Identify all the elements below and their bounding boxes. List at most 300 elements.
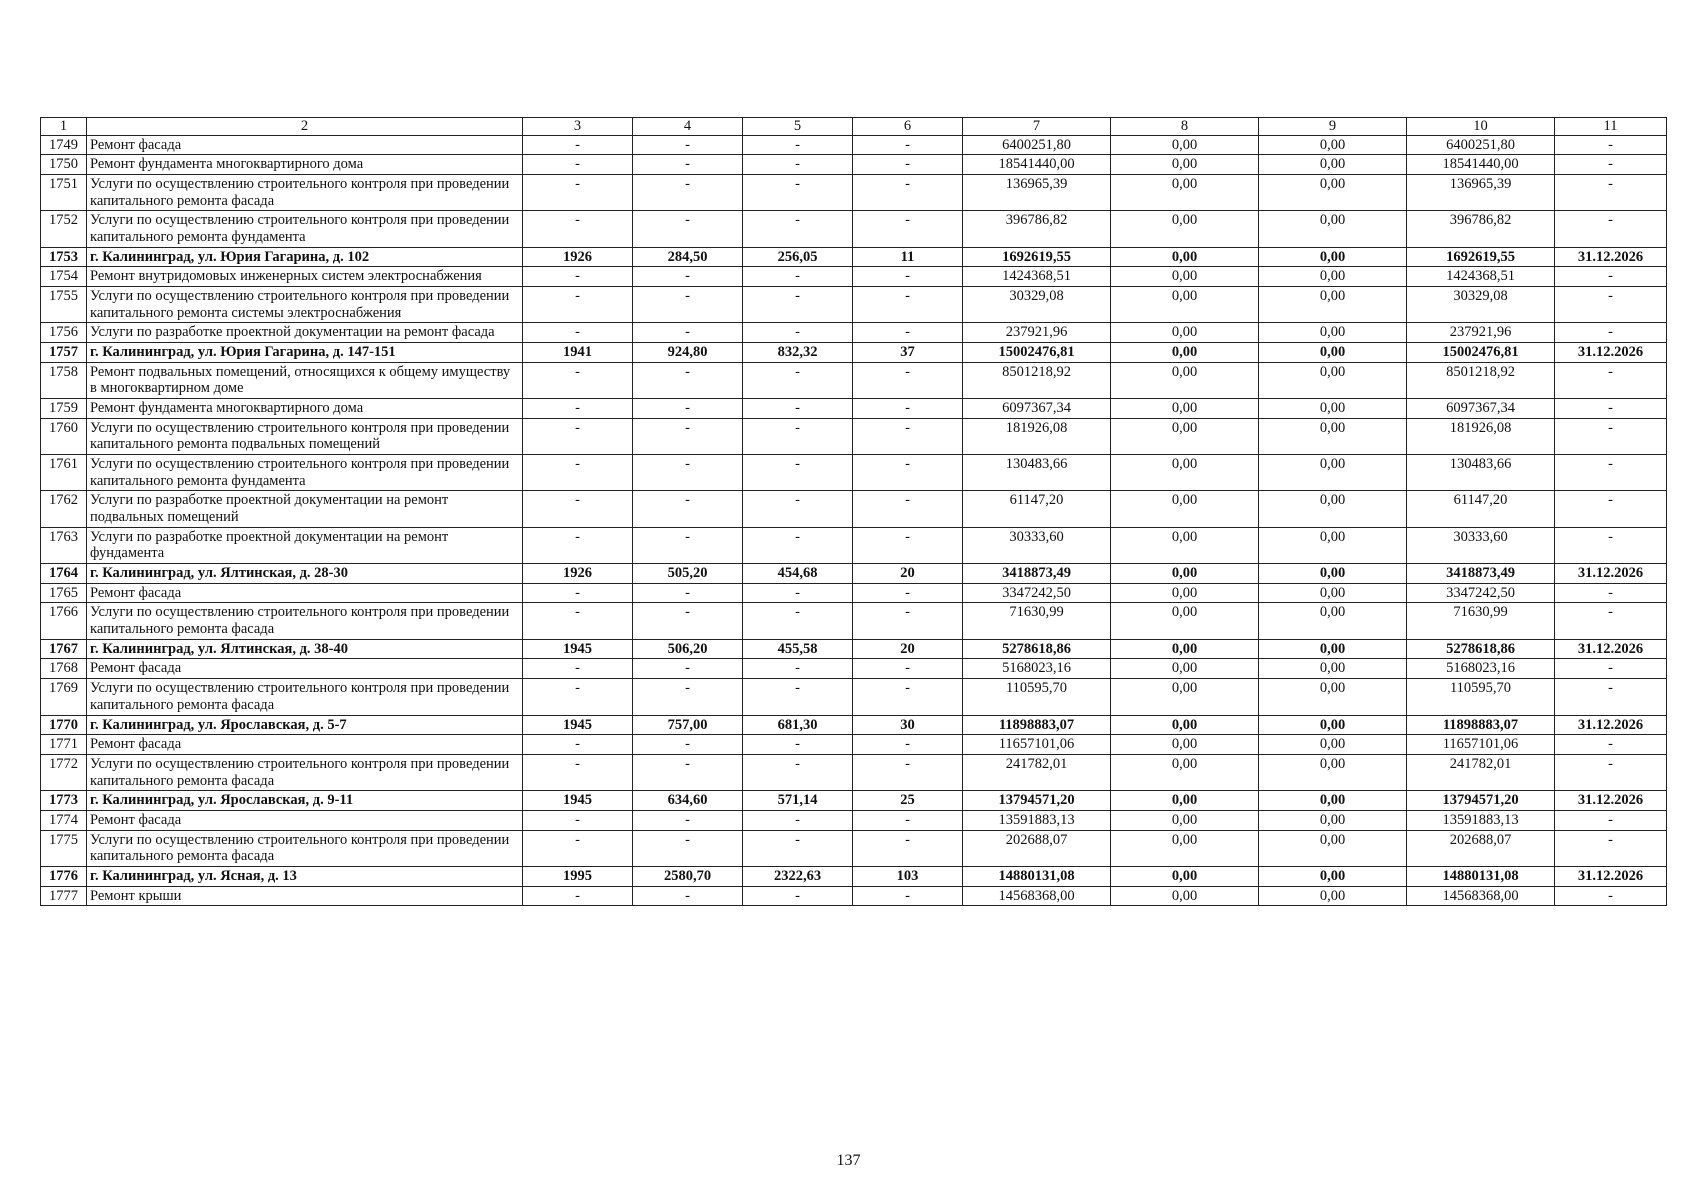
row-deadline: - bbox=[1555, 886, 1667, 906]
row-cost-col9: 0,00 bbox=[1259, 491, 1407, 527]
row-number: 1770 bbox=[41, 715, 87, 735]
table-row bbox=[41, 287, 1667, 323]
row-name: Ремонт подвальных помещений, относящихся к общему имуществу в многоквартирном доме bbox=[87, 362, 523, 398]
row-cost-total: 202688,07 bbox=[963, 830, 1111, 866]
row-cost-total: 30329,08 bbox=[963, 287, 1111, 323]
row-number: 1757 bbox=[41, 343, 87, 363]
row-number: 1750 bbox=[41, 155, 87, 175]
row-cost-col10: 15002476,81 bbox=[1407, 343, 1555, 363]
row-year: 1926 bbox=[523, 247, 633, 267]
row-cost-col10: 202688,07 bbox=[1407, 830, 1555, 866]
address-row bbox=[41, 564, 1667, 584]
row-deadline: - bbox=[1555, 211, 1667, 247]
row-year: 1945 bbox=[523, 639, 633, 659]
row-name: Ремонт крыши bbox=[87, 886, 523, 906]
row-cost-col8: 0,00 bbox=[1111, 564, 1259, 584]
row-cost-col9: 0,00 bbox=[1259, 527, 1407, 563]
row-cost-col10: 3347242,50 bbox=[1407, 583, 1555, 603]
row-cost-total: 110595,70 bbox=[963, 679, 1111, 715]
row-cost-col9: 0,00 bbox=[1259, 603, 1407, 639]
table-row bbox=[41, 135, 1667, 155]
row-area-living: - bbox=[743, 323, 853, 343]
row-area-living: - bbox=[743, 418, 853, 454]
row-cost-total: 6097367,34 bbox=[963, 399, 1111, 419]
row-residents: - bbox=[853, 399, 963, 419]
row-cost-col9: 0,00 bbox=[1259, 866, 1407, 886]
row-year: - bbox=[523, 418, 633, 454]
row-cost-total: 15002476,81 bbox=[963, 343, 1111, 363]
row-name: Ремонт фасада bbox=[87, 659, 523, 679]
row-cost-col8: 0,00 bbox=[1111, 639, 1259, 659]
row-number: 1776 bbox=[41, 866, 87, 886]
row-deadline: 31.12.2026 bbox=[1555, 791, 1667, 811]
row-cost-col8: 0,00 bbox=[1111, 247, 1259, 267]
row-cost-col9: 0,00 bbox=[1259, 455, 1407, 491]
table-row bbox=[41, 735, 1667, 755]
row-cost-col9: 0,00 bbox=[1259, 679, 1407, 715]
address-row bbox=[41, 343, 1667, 363]
row-year: - bbox=[523, 830, 633, 866]
row-year: - bbox=[523, 362, 633, 398]
row-name: Услуги по осуществлению строительного контроля при проведении капитального ремонта фасада bbox=[87, 679, 523, 715]
row-cost-total: 3418873,49 bbox=[963, 564, 1111, 584]
row-deadline: - bbox=[1555, 399, 1667, 419]
row-deadline: - bbox=[1555, 418, 1667, 454]
row-cost-col10: 3418873,49 bbox=[1407, 564, 1555, 584]
row-cost-col10: 61147,20 bbox=[1407, 491, 1555, 527]
row-residents: - bbox=[853, 418, 963, 454]
row-area-living: - bbox=[743, 603, 853, 639]
row-residents: - bbox=[853, 679, 963, 715]
row-year: - bbox=[523, 175, 633, 211]
col-header-4: 4 bbox=[633, 118, 743, 136]
col-header-8: 8 bbox=[1111, 118, 1259, 136]
row-name: Услуги по осуществлению строительного контроля при проведении капитального ремонта фундамента bbox=[87, 455, 523, 491]
row-year: - bbox=[523, 211, 633, 247]
row-cost-total: 11898883,07 bbox=[963, 715, 1111, 735]
row-residents: - bbox=[853, 603, 963, 639]
row-cost-col10: 5168023,16 bbox=[1407, 659, 1555, 679]
row-cost-col8: 0,00 bbox=[1111, 362, 1259, 398]
row-deadline: 31.12.2026 bbox=[1555, 247, 1667, 267]
row-name: Услуги по осуществлению строительного контроля при проведении капитального ремонта фасада bbox=[87, 603, 523, 639]
row-cost-col8: 0,00 bbox=[1111, 155, 1259, 175]
row-cost-col10: 130483,66 bbox=[1407, 455, 1555, 491]
row-cost-col9: 0,00 bbox=[1259, 418, 1407, 454]
row-name: г. Калининград, ул. Ярославская, д. 5-7 bbox=[87, 715, 523, 735]
row-area-living: 832,32 bbox=[743, 343, 853, 363]
row-number: 1759 bbox=[41, 399, 87, 419]
row-year: - bbox=[523, 399, 633, 419]
row-area-living: - bbox=[743, 810, 853, 830]
row-number: 1772 bbox=[41, 754, 87, 790]
row-number: 1775 bbox=[41, 830, 87, 866]
row-year: - bbox=[523, 527, 633, 563]
row-cost-total: 241782,01 bbox=[963, 754, 1111, 790]
row-cost-total: 3347242,50 bbox=[963, 583, 1111, 603]
row-name: Ремонт внутридомовых инженерных систем электроснабжения bbox=[87, 267, 523, 287]
row-number: 1774 bbox=[41, 810, 87, 830]
row-cost-col8: 0,00 bbox=[1111, 659, 1259, 679]
row-cost-total: 1424368,51 bbox=[963, 267, 1111, 287]
row-cost-total: 30333,60 bbox=[963, 527, 1111, 563]
row-year: - bbox=[523, 810, 633, 830]
row-residents: - bbox=[853, 287, 963, 323]
row-residents: - bbox=[853, 267, 963, 287]
row-residents: - bbox=[853, 211, 963, 247]
row-number: 1769 bbox=[41, 679, 87, 715]
row-area-total: - bbox=[633, 527, 743, 563]
row-cost-total: 1692619,55 bbox=[963, 247, 1111, 267]
row-deadline: 31.12.2026 bbox=[1555, 639, 1667, 659]
register-sheet bbox=[40, 117, 1666, 906]
row-cost-total: 18541440,00 bbox=[963, 155, 1111, 175]
row-deadline: 31.12.2026 bbox=[1555, 715, 1667, 735]
row-cost-col8: 0,00 bbox=[1111, 455, 1259, 491]
row-cost-col10: 11898883,07 bbox=[1407, 715, 1555, 735]
row-area-living: - bbox=[743, 455, 853, 491]
row-name: Услуги по осуществлению строительного контроля при проведении капитального ремонта системы электроснабжения bbox=[87, 287, 523, 323]
row-deadline: 31.12.2026 bbox=[1555, 866, 1667, 886]
row-cost-col10: 18541440,00 bbox=[1407, 155, 1555, 175]
row-number: 1771 bbox=[41, 735, 87, 755]
row-cost-col9: 0,00 bbox=[1259, 135, 1407, 155]
row-residents: 20 bbox=[853, 564, 963, 584]
row-cost-col9: 0,00 bbox=[1259, 155, 1407, 175]
row-residents: - bbox=[853, 886, 963, 906]
row-cost-col8: 0,00 bbox=[1111, 267, 1259, 287]
row-residents: - bbox=[853, 323, 963, 343]
row-area-living: 2322,63 bbox=[743, 866, 853, 886]
row-deadline: - bbox=[1555, 583, 1667, 603]
table-row bbox=[41, 491, 1667, 527]
row-cost-col10: 14880131,08 bbox=[1407, 866, 1555, 886]
row-cost-col8: 0,00 bbox=[1111, 527, 1259, 563]
row-name: Услуги по осуществлению строительного контроля при проведении капитального ремонта фасада bbox=[87, 175, 523, 211]
row-area-total: 634,60 bbox=[633, 791, 743, 811]
row-name: Услуги по осуществлению строительного контроля при проведении капитального ремонта фундамента bbox=[87, 211, 523, 247]
address-row bbox=[41, 247, 1667, 267]
row-area-total: - bbox=[633, 399, 743, 419]
row-number: 1751 bbox=[41, 175, 87, 211]
row-name: г. Калининград, ул. Ялтинская, д. 38-40 bbox=[87, 639, 523, 659]
row-area-living: 454,68 bbox=[743, 564, 853, 584]
row-residents: - bbox=[853, 175, 963, 211]
row-cost-col9: 0,00 bbox=[1259, 343, 1407, 363]
row-cost-col9: 0,00 bbox=[1259, 362, 1407, 398]
row-cost-col10: 14568368,00 bbox=[1407, 886, 1555, 906]
row-cost-total: 14568368,00 bbox=[963, 886, 1111, 906]
row-residents: 30 bbox=[853, 715, 963, 735]
row-cost-col8: 0,00 bbox=[1111, 791, 1259, 811]
row-residents: 37 bbox=[853, 343, 963, 363]
col-header-2: 2 bbox=[87, 118, 523, 136]
row-area-living: - bbox=[743, 583, 853, 603]
row-cost-col10: 110595,70 bbox=[1407, 679, 1555, 715]
row-deadline: - bbox=[1555, 679, 1667, 715]
row-number: 1773 bbox=[41, 791, 87, 811]
row-cost-col8: 0,00 bbox=[1111, 175, 1259, 211]
row-year: - bbox=[523, 455, 633, 491]
row-residents: - bbox=[853, 455, 963, 491]
row-name: г. Калининград, ул. Ялтинская, д. 28-30 bbox=[87, 564, 523, 584]
row-residents: - bbox=[853, 659, 963, 679]
row-cost-col10: 71630,99 bbox=[1407, 603, 1555, 639]
row-number: 1761 bbox=[41, 455, 87, 491]
row-area-total: - bbox=[633, 287, 743, 323]
row-year: - bbox=[523, 491, 633, 527]
row-number: 1749 bbox=[41, 135, 87, 155]
row-cost-total: 130483,66 bbox=[963, 455, 1111, 491]
row-cost-col10: 181926,08 bbox=[1407, 418, 1555, 454]
row-cost-total: 5278618,86 bbox=[963, 639, 1111, 659]
row-cost-col9: 0,00 bbox=[1259, 830, 1407, 866]
row-deadline: - bbox=[1555, 267, 1667, 287]
table-row bbox=[41, 418, 1667, 454]
row-area-total: - bbox=[633, 583, 743, 603]
row-cost-col9: 0,00 bbox=[1259, 754, 1407, 790]
row-deadline: - bbox=[1555, 754, 1667, 790]
row-year: - bbox=[523, 323, 633, 343]
row-area-living: - bbox=[743, 735, 853, 755]
row-area-total: - bbox=[633, 603, 743, 639]
row-number: 1758 bbox=[41, 362, 87, 398]
row-area-living: - bbox=[743, 175, 853, 211]
row-cost-col10: 30333,60 bbox=[1407, 527, 1555, 563]
row-cost-total: 13591883,13 bbox=[963, 810, 1111, 830]
row-name: Ремонт фасада bbox=[87, 135, 523, 155]
row-cost-col8: 0,00 bbox=[1111, 830, 1259, 866]
table-row bbox=[41, 679, 1667, 715]
row-number: 1762 bbox=[41, 491, 87, 527]
row-number: 1752 bbox=[41, 211, 87, 247]
row-area-total: - bbox=[633, 491, 743, 527]
table-row bbox=[41, 211, 1667, 247]
row-deadline: 31.12.2026 bbox=[1555, 343, 1667, 363]
row-name: Услуги по осуществлению строительного контроля при проведении капитального ремонта фасада bbox=[87, 754, 523, 790]
table-row bbox=[41, 583, 1667, 603]
row-cost-col8: 0,00 bbox=[1111, 810, 1259, 830]
row-cost-col9: 0,00 bbox=[1259, 791, 1407, 811]
row-deadline: - bbox=[1555, 175, 1667, 211]
row-cost-col10: 6097367,34 bbox=[1407, 399, 1555, 419]
row-area-total: - bbox=[633, 323, 743, 343]
row-residents: - bbox=[853, 491, 963, 527]
row-area-living: 455,58 bbox=[743, 639, 853, 659]
row-cost-total: 136965,39 bbox=[963, 175, 1111, 211]
row-residents: - bbox=[853, 583, 963, 603]
row-area-living: - bbox=[743, 754, 853, 790]
row-cost-total: 14880131,08 bbox=[963, 866, 1111, 886]
address-row bbox=[41, 866, 1667, 886]
row-cost-total: 5168023,16 bbox=[963, 659, 1111, 679]
column-number-row bbox=[41, 118, 1667, 136]
row-year: - bbox=[523, 679, 633, 715]
row-deadline: - bbox=[1555, 287, 1667, 323]
row-area-living: - bbox=[743, 211, 853, 247]
row-area-total: - bbox=[633, 418, 743, 454]
row-cost-col8: 0,00 bbox=[1111, 679, 1259, 715]
row-name: Услуги по разработке проектной документации на ремонт подвальных помещений bbox=[87, 491, 523, 527]
row-year: 1926 bbox=[523, 564, 633, 584]
row-deadline: - bbox=[1555, 491, 1667, 527]
row-name: г. Калининград, ул. Ясная, д. 13 bbox=[87, 866, 523, 886]
row-area-living: - bbox=[743, 886, 853, 906]
row-cost-col8: 0,00 bbox=[1111, 491, 1259, 527]
row-year: - bbox=[523, 267, 633, 287]
row-number: 1755 bbox=[41, 287, 87, 323]
row-deadline: 31.12.2026 bbox=[1555, 564, 1667, 584]
row-cost-col9: 0,00 bbox=[1259, 639, 1407, 659]
row-area-total: - bbox=[633, 735, 743, 755]
repair-register-table bbox=[40, 117, 1667, 906]
row-cost-col9: 0,00 bbox=[1259, 886, 1407, 906]
row-cost-col9: 0,00 bbox=[1259, 659, 1407, 679]
table-row bbox=[41, 603, 1667, 639]
row-cost-col10: 241782,01 bbox=[1407, 754, 1555, 790]
row-year: - bbox=[523, 135, 633, 155]
row-area-total: 505,20 bbox=[633, 564, 743, 584]
row-area-living: - bbox=[743, 659, 853, 679]
row-deadline: - bbox=[1555, 659, 1667, 679]
row-number: 1760 bbox=[41, 418, 87, 454]
row-cost-col8: 0,00 bbox=[1111, 287, 1259, 323]
row-cost-col10: 136965,39 bbox=[1407, 175, 1555, 211]
row-cost-col10: 13591883,13 bbox=[1407, 810, 1555, 830]
row-number: 1767 bbox=[41, 639, 87, 659]
row-cost-total: 181926,08 bbox=[963, 418, 1111, 454]
row-cost-col10: 11657101,06 bbox=[1407, 735, 1555, 755]
address-row bbox=[41, 639, 1667, 659]
row-area-living: - bbox=[743, 679, 853, 715]
col-header-10: 10 bbox=[1407, 118, 1555, 136]
row-deadline: - bbox=[1555, 830, 1667, 866]
row-number: 1754 bbox=[41, 267, 87, 287]
row-cost-col9: 0,00 bbox=[1259, 583, 1407, 603]
row-area-total: - bbox=[633, 362, 743, 398]
row-year: - bbox=[523, 886, 633, 906]
row-cost-col8: 0,00 bbox=[1111, 323, 1259, 343]
row-area-total: - bbox=[633, 659, 743, 679]
row-cost-col8: 0,00 bbox=[1111, 886, 1259, 906]
row-residents: - bbox=[853, 735, 963, 755]
row-cost-col8: 0,00 bbox=[1111, 583, 1259, 603]
table-row bbox=[41, 323, 1667, 343]
row-cost-col10: 6400251,80 bbox=[1407, 135, 1555, 155]
row-area-living: - bbox=[743, 527, 853, 563]
table-row bbox=[41, 175, 1667, 211]
col-header-6: 6 bbox=[853, 118, 963, 136]
row-year: - bbox=[523, 583, 633, 603]
row-residents: 20 bbox=[853, 639, 963, 659]
row-name: Услуги по осуществлению строительного контроля при проведении капитального ремонта подвальных помещений bbox=[87, 418, 523, 454]
table-row bbox=[41, 155, 1667, 175]
row-area-total: - bbox=[633, 267, 743, 287]
row-cost-col9: 0,00 bbox=[1259, 247, 1407, 267]
col-header-9: 9 bbox=[1259, 118, 1407, 136]
row-area-total: - bbox=[633, 679, 743, 715]
row-cost-col10: 396786,82 bbox=[1407, 211, 1555, 247]
row-name: г. Калининград, ул. Ярославская, д. 9-11 bbox=[87, 791, 523, 811]
row-cost-col8: 0,00 bbox=[1111, 211, 1259, 247]
row-deadline: - bbox=[1555, 323, 1667, 343]
row-deadline: - bbox=[1555, 455, 1667, 491]
row-area-living: - bbox=[743, 287, 853, 323]
row-residents: - bbox=[853, 810, 963, 830]
row-name: Услуги по осуществлению строительного контроля при проведении капитального ремонта фасада bbox=[87, 830, 523, 866]
row-area-total: - bbox=[633, 830, 743, 866]
row-cost-col8: 0,00 bbox=[1111, 343, 1259, 363]
table-row bbox=[41, 455, 1667, 491]
row-area-living: 256,05 bbox=[743, 247, 853, 267]
row-name: Ремонт фундамента многоквартирного дома bbox=[87, 399, 523, 419]
row-cost-total: 8501218,92 bbox=[963, 362, 1111, 398]
row-cost-col8: 0,00 bbox=[1111, 866, 1259, 886]
row-residents: - bbox=[853, 362, 963, 398]
row-name: Ремонт фундамента многоквартирного дома bbox=[87, 155, 523, 175]
row-area-total: - bbox=[633, 754, 743, 790]
row-area-total: - bbox=[633, 211, 743, 247]
row-area-total: - bbox=[633, 175, 743, 211]
col-header-5: 5 bbox=[743, 118, 853, 136]
row-cost-total: 396786,82 bbox=[963, 211, 1111, 247]
row-deadline: - bbox=[1555, 810, 1667, 830]
row-cost-total: 6400251,80 bbox=[963, 135, 1111, 155]
table-row bbox=[41, 830, 1667, 866]
row-deadline: - bbox=[1555, 735, 1667, 755]
table-row bbox=[41, 886, 1667, 906]
table-row bbox=[41, 754, 1667, 790]
row-area-living: - bbox=[743, 362, 853, 398]
row-cost-col9: 0,00 bbox=[1259, 287, 1407, 323]
row-year: - bbox=[523, 735, 633, 755]
row-cost-col9: 0,00 bbox=[1259, 399, 1407, 419]
row-area-living: - bbox=[743, 491, 853, 527]
row-area-total: 757,00 bbox=[633, 715, 743, 735]
col-header-3: 3 bbox=[523, 118, 633, 136]
row-number: 1764 bbox=[41, 564, 87, 584]
row-area-total: 506,20 bbox=[633, 639, 743, 659]
row-area-living: - bbox=[743, 155, 853, 175]
row-cost-col9: 0,00 bbox=[1259, 735, 1407, 755]
table-row bbox=[41, 399, 1667, 419]
row-area-total: - bbox=[633, 810, 743, 830]
table-row bbox=[41, 267, 1667, 287]
row-cost-col10: 1424368,51 bbox=[1407, 267, 1555, 287]
row-area-total: - bbox=[633, 135, 743, 155]
row-name: г. Калининград, ул. Юрия Гагарина, д. 102 bbox=[87, 247, 523, 267]
table-row bbox=[41, 527, 1667, 563]
row-cost-col10: 30329,08 bbox=[1407, 287, 1555, 323]
row-residents: - bbox=[853, 527, 963, 563]
row-area-living: - bbox=[743, 830, 853, 866]
row-residents: 25 bbox=[853, 791, 963, 811]
row-year: - bbox=[523, 754, 633, 790]
row-residents: - bbox=[853, 155, 963, 175]
row-area-total: - bbox=[633, 886, 743, 906]
address-row bbox=[41, 715, 1667, 735]
row-year: 1945 bbox=[523, 715, 633, 735]
row-number: 1777 bbox=[41, 886, 87, 906]
row-deadline: - bbox=[1555, 527, 1667, 563]
row-area-living: - bbox=[743, 399, 853, 419]
row-cost-total: 237921,96 bbox=[963, 323, 1111, 343]
table-row bbox=[41, 659, 1667, 679]
row-area-total: 284,50 bbox=[633, 247, 743, 267]
row-cost-col9: 0,00 bbox=[1259, 267, 1407, 287]
row-cost-col8: 0,00 bbox=[1111, 603, 1259, 639]
row-cost-col10: 5278618,86 bbox=[1407, 639, 1555, 659]
